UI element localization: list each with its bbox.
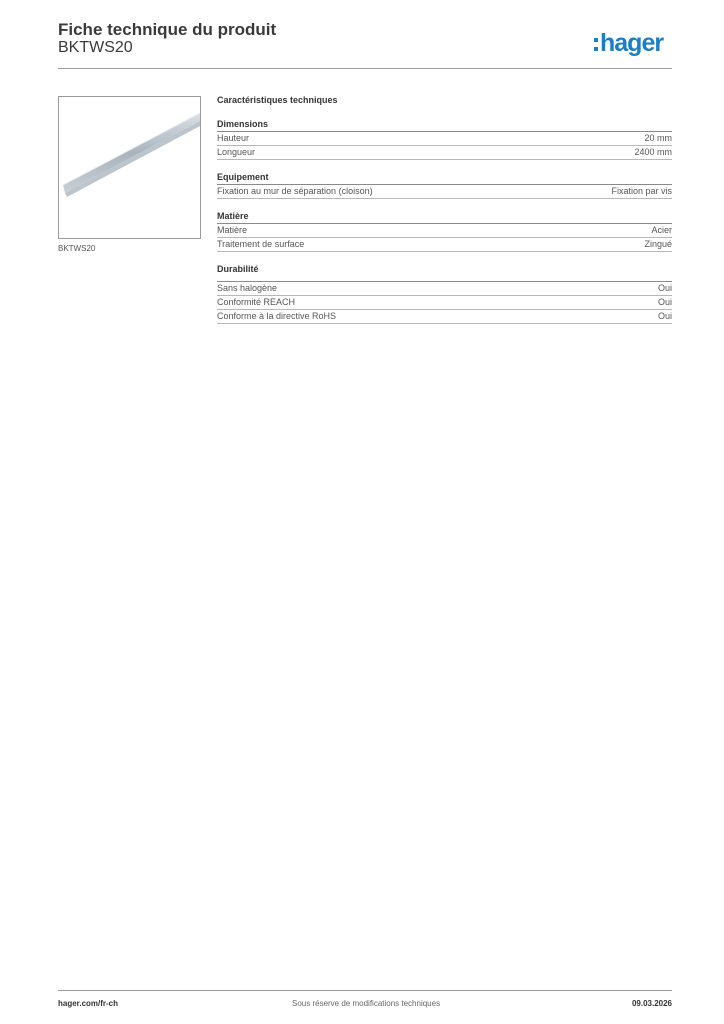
spec-label: Matière (217, 225, 248, 235)
spec-label: Longueur (217, 147, 256, 157)
spec-value: Oui (657, 311, 672, 321)
spec-label: Conforme à la directive RoHS (217, 311, 337, 321)
spec-row (217, 238, 672, 252)
spec-label: Traitement de surface (217, 239, 305, 249)
spec-rows (217, 281, 672, 324)
product-image (58, 96, 201, 239)
footer-disclaimer: Sous réserve de modifications techniques (292, 999, 441, 1008)
spec-label: Conformité REACH (217, 297, 296, 307)
header-divider (58, 68, 672, 69)
section-title: Matière (217, 211, 672, 224)
spec-row (217, 185, 672, 199)
section-durabilite (217, 264, 672, 324)
section-equipement (217, 172, 672, 199)
spec-row (217, 224, 672, 238)
logo-dots-icon (594, 38, 598, 51)
profile-edge (63, 113, 200, 185)
spec-value: Acier (651, 225, 672, 235)
spec-value: Fixation par vis (611, 186, 672, 196)
spec-label: Sans halogène (217, 283, 278, 293)
footer-website-link[interactable]: hager.com/fr-ch (58, 999, 119, 1008)
logo-text: hager (600, 29, 664, 57)
image-caption: BKTWS20 (58, 244, 96, 253)
footer-divider (58, 990, 672, 991)
technical-specs (217, 95, 672, 336)
spec-value: Oui (657, 283, 672, 293)
spec-label: Hauteur (217, 133, 250, 143)
spec-value: 20 mm (644, 133, 672, 143)
spec-row (217, 146, 672, 160)
spec-value: Zingué (644, 239, 672, 249)
spec-row (217, 132, 672, 146)
section-dimensions (217, 119, 672, 160)
footer-date: 09.03.2026 (631, 999, 672, 1008)
profile-side-face (65, 121, 200, 197)
spec-row (217, 282, 672, 296)
page-title: Fiche technique du produit (58, 20, 277, 39)
spec-label: Fixation au mur de séparation (cloison) (217, 186, 373, 196)
spec-row (217, 296, 672, 310)
section-matiere (217, 211, 672, 252)
section-title: Equipement (217, 172, 672, 185)
spec-row (217, 310, 672, 324)
product-reference: BKTWS20 (58, 39, 133, 56)
section-title: Durabilité (217, 264, 259, 274)
hager-logo[interactable] (594, 29, 663, 57)
spec-value: 2400 mm (634, 147, 672, 157)
specs-title: Caractéristiques techniques (217, 95, 338, 105)
steel-profile-illustration (59, 97, 200, 238)
profile-top-face (63, 113, 200, 193)
section-title: Dimensions (217, 119, 672, 132)
spec-value: Oui (657, 297, 672, 307)
